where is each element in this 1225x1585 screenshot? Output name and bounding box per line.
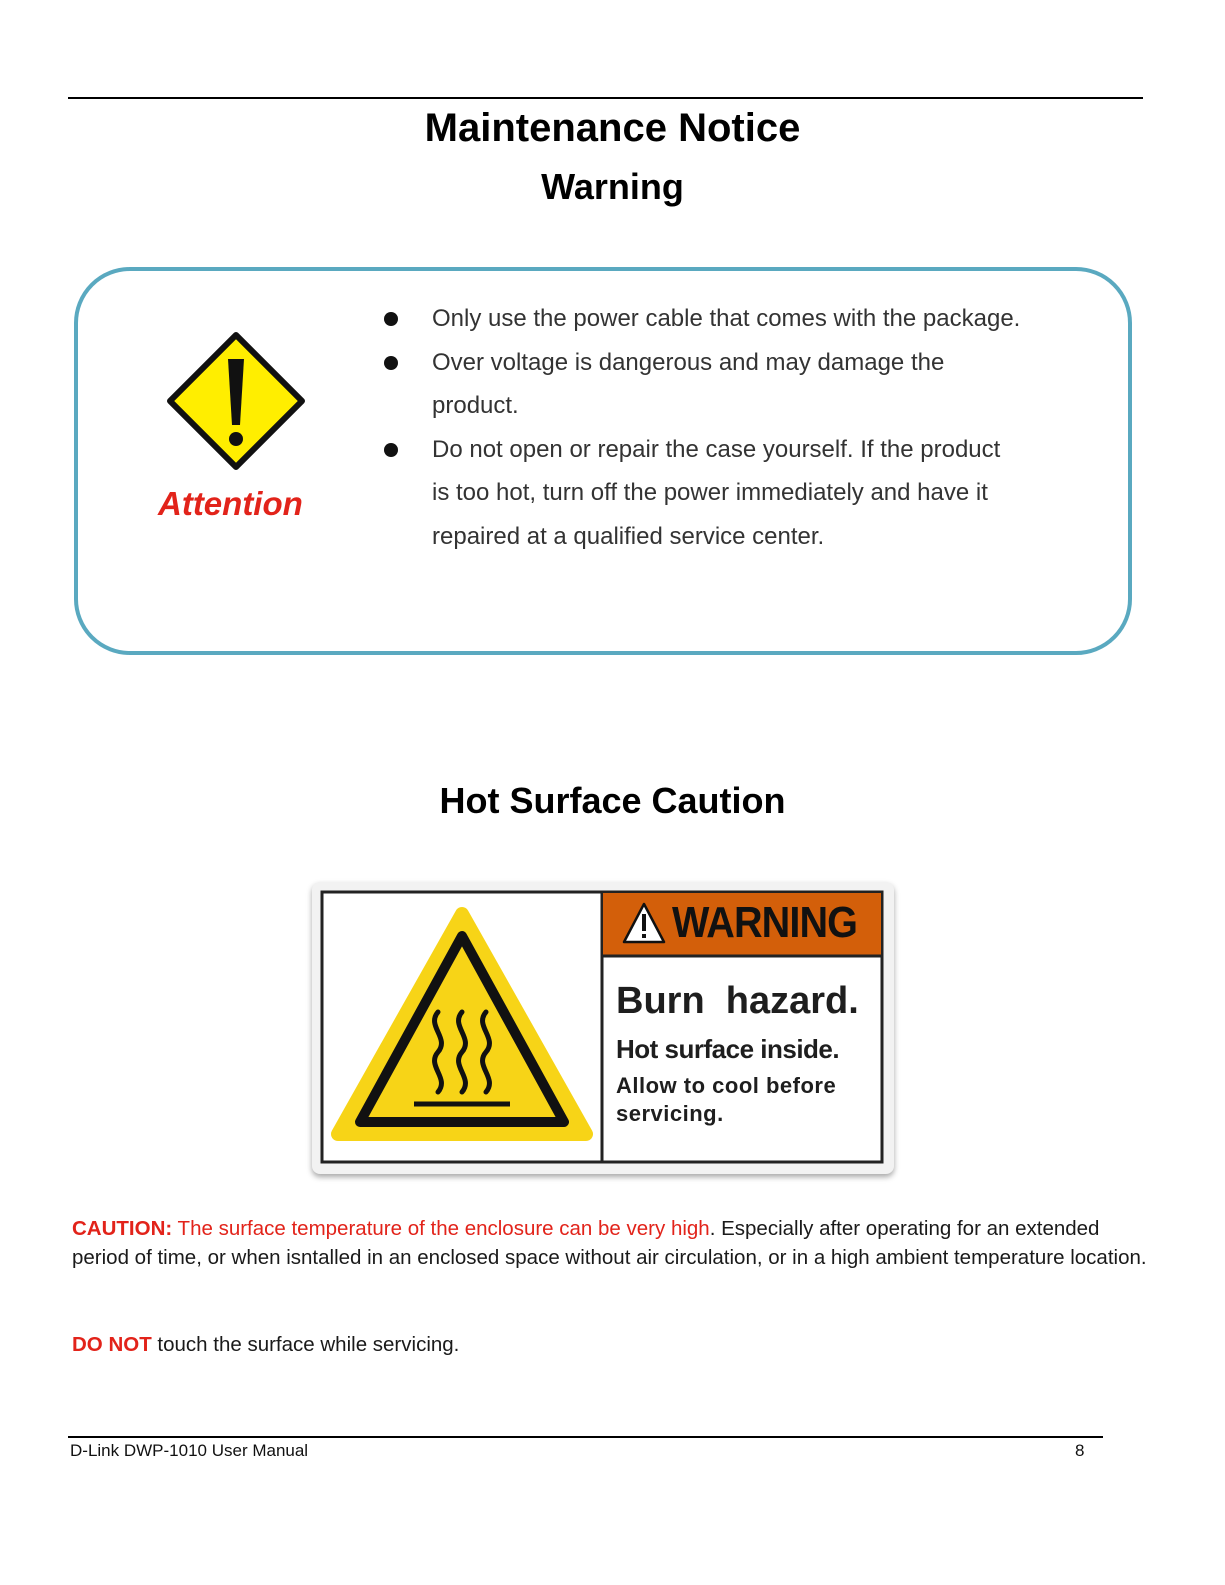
section-heading-hot-surface: Hot Surface Caution [439, 780, 786, 821]
sign-banner: WARNING [672, 898, 858, 947]
page-subtitle: Warning [541, 166, 684, 207]
footer-rule [68, 1436, 1103, 1438]
caution-paragraph [72, 1215, 1152, 1272]
sign-line-2: Hot surface inside. [616, 1034, 840, 1064]
warning-list [382, 297, 1022, 558]
hot-surface-sign [312, 882, 894, 1174]
sign-line-1: Burn hazard. [616, 980, 859, 1022]
page-title: Maintenance Notice [424, 106, 801, 150]
warning-item: Do not open or repair the case yourself. If the product is too hot, turn off the power immediately and have it repaired at a qualified service center. [382, 428, 1022, 559]
caution-highlight: The surface temperature of the enclosure can be very high [172, 1217, 710, 1240]
header-rule [68, 97, 1143, 99]
donot-paragraph [72, 1331, 1152, 1360]
sign-line-3b: servicing. [616, 1101, 724, 1126]
warning-item: Over voltage is dangerous and may damage the product. [382, 341, 1022, 428]
warning-item: Only use the power cable that comes with the package. [382, 297, 1022, 341]
footer-manual-title: D-Link DWP-1010 User Manual [70, 1441, 309, 1460]
caution-text: . Especially after operating for an extended period of time, or when isntalled in an enclosed space without air circulation, or in a high ambient temperature location. [72, 1217, 1147, 1269]
donot-text: touch the surface while servicing. [151, 1333, 460, 1356]
warning-box [74, 267, 1132, 655]
exclamation-warning-icon [166, 331, 306, 471]
sign-line-3a: Allow to cool before [616, 1073, 837, 1098]
caution-label: CAUTION: [72, 1217, 173, 1240]
attention-label: Attention [158, 485, 303, 522]
page-number: 8 [1075, 1441, 1085, 1460]
donot-label: DO NOT [72, 1333, 152, 1356]
